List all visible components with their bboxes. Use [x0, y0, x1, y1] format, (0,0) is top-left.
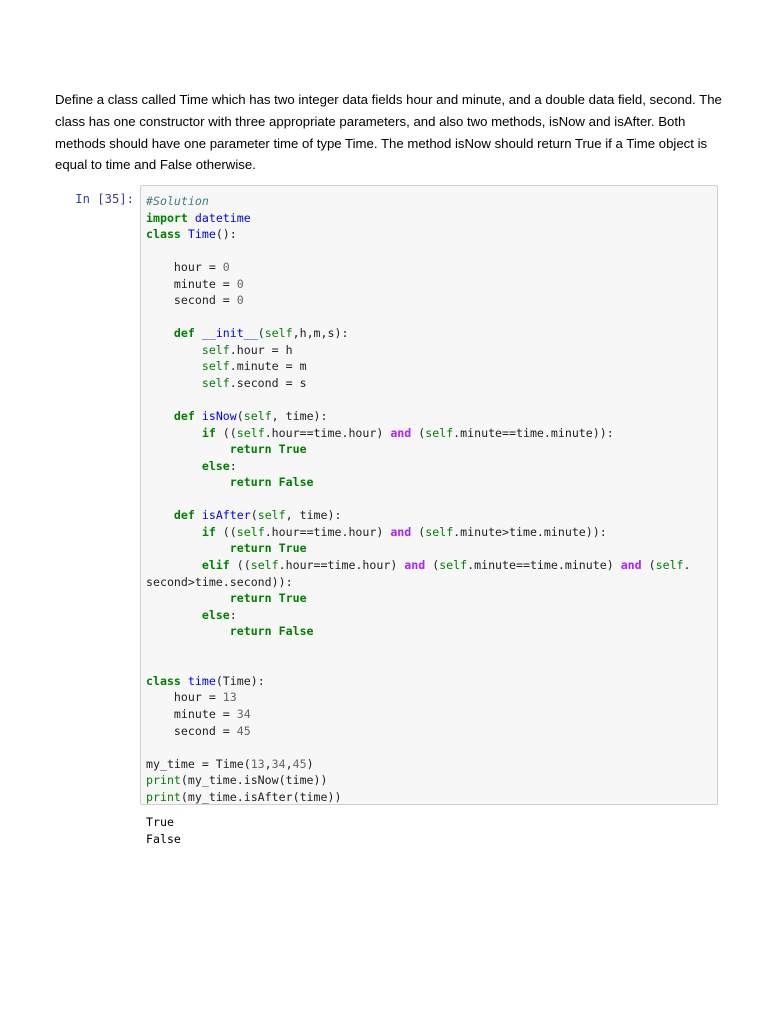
code-line: hour = 0 [146, 260, 230, 275]
output-line: True [146, 815, 174, 829]
code-line: self.minute = m [201, 359, 307, 374]
code-line: if ((self.hour==time.hour) and (self.minute>time.minute)): [201, 524, 607, 539]
code-line: else: [201, 607, 237, 622]
code-line: return True [229, 541, 307, 556]
code-line: import datetime [146, 210, 251, 225]
code-line: self.second = s [201, 376, 307, 391]
code-line: class time(Time): [146, 673, 265, 688]
code-line: def isNow(self, time): [173, 409, 328, 424]
code-line: self.hour = h [201, 342, 293, 357]
output-line: False [146, 831, 181, 846]
code-line: second>time.second)): [146, 574, 293, 589]
code-line: if ((self.hour==time.hour) and (self.minute==time.minute)): [201, 425, 614, 440]
code-line: return False [229, 624, 314, 639]
code-line: else: [201, 458, 237, 473]
code-line: def isAfter(self, time): [173, 508, 342, 523]
code-line: return False [229, 475, 314, 490]
code-line: minute = 34 [146, 706, 251, 721]
code-line: my_time = Time(13,34,45) [146, 756, 314, 771]
code-line: second = 0 [146, 293, 244, 308]
code-line: class Time(): [146, 227, 237, 242]
code-editor[interactable] [141, 186, 717, 805]
code-cell[interactable] [140, 185, 718, 805]
code-line: def __init__(self,h,m,s): [173, 326, 349, 341]
code-line: return True [229, 442, 307, 457]
cell-output [146, 814, 181, 847]
code-line: hour = 13 [146, 690, 237, 705]
code-line: print(my_time.isAfter(time)) [146, 789, 342, 804]
code-line: return True [229, 591, 307, 606]
code-line: elif ((self.hour==time.hour) and (self.minute==time.minute) and (self. [201, 558, 691, 573]
cell-prompt: In [35]: [75, 192, 134, 206]
problem-statement: Define a class called Time which has two integer data fields hour and minute, and a double data field, second. The class has one constructor with three appropriate parameters, and also two methods, isNow and isAfter. Both methods should have one parameter time of type Time. The method isNow should return True if a Time object is equal to time and False otherwise. [55, 92, 722, 173]
code-line: minute = 0 [146, 276, 244, 291]
code-line: #Solution [146, 194, 209, 208]
code-line: second = 45 [146, 723, 251, 738]
code-line: print(my_time.isNow(time)) [146, 773, 328, 788]
